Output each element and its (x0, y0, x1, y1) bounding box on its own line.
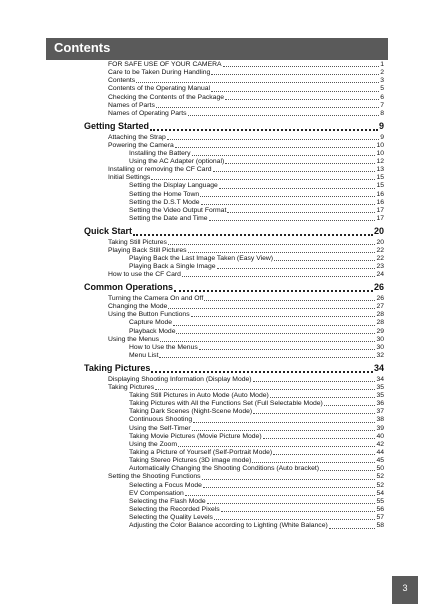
dot-leader (155, 389, 375, 390)
toc-entry-title: Taking Pictures with All the Functions Set (Full Selectable Mode) (129, 400, 323, 408)
toc-entry-page: 5 (380, 85, 384, 93)
dot-leader (173, 325, 375, 326)
toc-entry[interactable] (108, 110, 384, 118)
toc-entry[interactable] (108, 85, 384, 93)
dot-leader (174, 290, 373, 292)
toc-entry[interactable] (108, 271, 384, 279)
toc-entry-page: 58 (376, 522, 384, 530)
toc-entry-page: 55 (376, 497, 384, 505)
toc-entry-title: Playing Back a Single Image (129, 263, 216, 271)
dot-leader (213, 171, 376, 172)
toc-entry-page: 54 (376, 489, 384, 497)
toc-entry-page: 34 (376, 375, 384, 383)
toc-entry-title: Installing the Battery (129, 149, 191, 157)
page-number: 3 (402, 583, 408, 593)
toc-entry[interactable] (108, 142, 384, 150)
toc-entry-page: 38 (376, 416, 384, 424)
dot-leader (175, 147, 376, 148)
dot-leader (263, 438, 376, 439)
toc-entry-title: Selecting the Quality Levels (129, 514, 213, 522)
toc-entry[interactable] (129, 490, 384, 498)
dot-leader (182, 276, 376, 277)
toc-entry-page: 28 (376, 311, 384, 319)
dot-leader (191, 316, 376, 317)
toc-entry-page: 26 (376, 294, 384, 302)
toc-entry-title: Attaching the Strap (108, 133, 166, 141)
dot-leader (156, 107, 379, 108)
toc-entry[interactable] (108, 166, 384, 174)
toc-entry-title: Displaying Shooting Information (Display Mode) (108, 375, 252, 383)
page-number-box (392, 576, 418, 604)
toc-entry-title: Using the AC Adapter (optional) (129, 158, 225, 165)
toc-entry-title: Quick Start (84, 226, 133, 237)
toc-section-heading[interactable] (84, 226, 384, 238)
toc-entry[interactable] (129, 255, 384, 263)
toc-entry-page: 10 (376, 141, 384, 149)
toc-entry-page: 3 (380, 77, 384, 85)
toc-entry-page: 45 (376, 457, 384, 465)
toc-entry-page: 57 (376, 514, 384, 522)
toc-entry-page: 39 (376, 424, 384, 432)
toc-entry-title: Setting the Date and Time (129, 215, 208, 223)
toc-entry-page: 20 (373, 226, 384, 237)
toc-entry-page: 9 (378, 121, 384, 132)
toc-entry-page: 23 (376, 263, 384, 271)
toc-entry-page: 24 (376, 271, 384, 279)
toc-entry[interactable] (129, 319, 384, 327)
toc-entry[interactable] (129, 416, 384, 424)
toc-entry-page: 10 (376, 149, 384, 157)
toc-entry-page: 22 (376, 255, 384, 262)
toc-entry-title: Names of Operating Parts (108, 109, 187, 117)
toc-entry[interactable] (108, 174, 384, 182)
dot-leader (227, 212, 375, 213)
toc-entry-title: Contents of the Operating Manual (108, 85, 211, 93)
toc-entry[interactable] (129, 352, 384, 360)
toc-entry-page: 22 (376, 246, 384, 254)
toc-entry-title: Automatically Changing the Shooting Conditions (Auto bracket) (129, 465, 320, 473)
toc-entry-title: Setting the Video Output Format (129, 206, 227, 214)
toc-entry-title: Playback Mode (129, 327, 176, 335)
dot-leader (329, 528, 376, 529)
toc-entry-title: FOR SAFE USE OF YOUR CAMERA (108, 61, 222, 68)
toc-entry[interactable] (129, 199, 384, 207)
toc-entry-title: How to use the CF Card (108, 271, 181, 279)
dot-leader (199, 349, 376, 350)
dot-leader (178, 446, 375, 447)
toc-entry-title: Care to be Taken During Handling (108, 69, 211, 77)
toc-entry-title: Using the Self-Timer (129, 424, 191, 432)
toc-entry-title: Playing Back the Last Image Taken (Easy View) (129, 255, 274, 262)
toc-entry-page: 20 (376, 238, 384, 246)
toc-entry[interactable] (129, 441, 384, 449)
toc-entry-title: Taking Pictures (108, 383, 155, 391)
dot-leader (225, 163, 375, 164)
toc-entry-page: 2 (380, 69, 384, 77)
toc-entry-page: 37 (376, 408, 384, 416)
toc-entry-page: 9 (380, 133, 384, 141)
dot-leader (185, 495, 376, 496)
dot-leader (202, 479, 376, 480)
toc-entry[interactable] (129, 182, 384, 190)
toc-entry-title: Turning the Camera On and Off (108, 294, 204, 302)
dot-leader (151, 179, 375, 180)
dot-leader (207, 503, 376, 504)
toc-entry[interactable] (129, 191, 384, 199)
toc-entry-page: 30 (376, 343, 384, 351)
dot-leader (201, 204, 376, 205)
toc-entry[interactable] (108, 376, 384, 384)
toc-entry-page: 36 (376, 400, 384, 408)
dot-leader (168, 308, 375, 309)
dot-leader (274, 260, 375, 261)
toc-section-heading[interactable] (84, 282, 384, 294)
toc-entry-page: 50 (376, 465, 384, 473)
toc-entry-title: Initial Settings (108, 174, 151, 182)
toc-entry-title: Setting the D.S.T Mode (129, 198, 200, 206)
toc-entry-page: 35 (376, 391, 384, 399)
toc-entry-title: Getting Started (84, 121, 150, 132)
contents-banner (46, 38, 388, 60)
toc-entry[interactable] (129, 433, 384, 441)
dot-leader (203, 487, 376, 488)
toc-entry-title: Common Operations (84, 282, 174, 293)
dot-leader (168, 244, 376, 245)
dot-leader (193, 422, 375, 423)
toc-entry-title: Checking the Contents of the Package (108, 93, 224, 101)
dot-leader (211, 91, 379, 92)
toc-entry-title: Selecting the Flash Mode (129, 497, 206, 505)
toc-entry-title: Using the Button Functions (108, 311, 190, 319)
toc-entry-page: 16 (376, 198, 384, 206)
toc-entry-page: 34 (373, 363, 384, 374)
dot-leader (252, 462, 375, 463)
toc-entry[interactable] (108, 247, 384, 255)
dot-leader (160, 341, 375, 342)
toc-entry[interactable] (108, 77, 384, 85)
toc-entry-title: Menu List (129, 352, 159, 359)
toc-entry-title: Taking Dark Scenes (Night-Scene Mode) (129, 408, 253, 416)
toc-entry-page: 27 (376, 303, 384, 311)
dot-leader (209, 220, 376, 221)
toc-entry[interactable] (129, 498, 384, 506)
toc-entry-page: 8 (380, 109, 384, 117)
toc-entry-page: 40 (376, 432, 384, 440)
toc-entry[interactable] (108, 239, 384, 247)
toc-entry-page: 17 (376, 206, 384, 214)
toc-entry-title: Taking Movie Pictures (Movie Picture Mode) (129, 432, 262, 440)
dot-leader (188, 252, 376, 253)
toc-entry-title: EV Compensation (129, 489, 184, 497)
toc-entry-title: Setting the Shooting Functions (108, 473, 201, 481)
toc-entry[interactable] (129, 457, 384, 465)
dot-leader (192, 155, 376, 156)
dot-leader (188, 115, 380, 116)
dot-leader (133, 234, 373, 236)
toc-entry-page: 17 (376, 215, 384, 223)
toc-entry-title: Taking Pictures (84, 363, 151, 374)
dot-leader (204, 300, 375, 301)
toc-entry-title: Selecting the Recorded Pixels (129, 506, 220, 514)
toc-entry[interactable] (108, 303, 384, 311)
dot-leader (324, 405, 376, 406)
toc-entry-title: How to Use the Menus (129, 343, 198, 351)
toc-entry-page: 16 (376, 190, 384, 198)
toc-entry-page: 42 (376, 440, 384, 448)
toc-entry-page: 30 (376, 335, 384, 343)
toc-entry-page: 52 (376, 481, 384, 489)
dot-leader (223, 66, 380, 67)
toc-entry[interactable] (108, 384, 384, 392)
toc-entry-page: 6 (380, 93, 384, 101)
toc-entry[interactable] (108, 94, 384, 102)
dot-leader (159, 357, 375, 358)
toc-entry-page: 15 (376, 182, 384, 190)
dot-leader (253, 413, 375, 414)
dot-leader (150, 129, 378, 131)
toc-entry[interactable] (129, 522, 384, 530)
toc-entry-title: Powering the Camera (108, 141, 174, 149)
toc-entry-page: 52 (376, 473, 384, 481)
dot-leader (270, 397, 376, 398)
dot-leader (253, 381, 376, 382)
dot-leader (221, 511, 376, 512)
toc-entry[interactable] (108, 61, 384, 69)
toc-entry[interactable] (108, 134, 384, 142)
toc-entry-page: 13 (376, 166, 384, 174)
toc-entry-title: Changing the Mode (108, 303, 168, 311)
dot-leader (167, 139, 379, 140)
toc-entry-title: Taking Still Pictures in Auto Mode (Auto Mode) (129, 391, 269, 399)
dot-leader (176, 333, 375, 334)
toc-entry[interactable] (108, 336, 384, 344)
dot-leader (273, 454, 375, 455)
toc-entry[interactable] (129, 425, 384, 433)
toc-entry[interactable] (108, 311, 384, 319)
toc-entry-page: 56 (376, 506, 384, 514)
toc-entry-page: 26 (373, 282, 384, 293)
toc-entry[interactable] (129, 465, 384, 473)
toc-entry-title: Taking a Picture of Yourself (Self-Portrait Mode) (129, 449, 273, 456)
toc-entry-title: Using the Zoom (129, 440, 177, 448)
toc-entry-title: Continuous Shooting (129, 416, 193, 424)
toc-entry-title: Selecting a Focus Mode (129, 481, 202, 489)
toc-entry[interactable] (129, 449, 384, 457)
toc-entry-page: 28 (376, 319, 384, 327)
dot-leader (225, 99, 379, 100)
dot-leader (136, 82, 379, 83)
toc-entry[interactable] (108, 295, 384, 303)
toc-entry[interactable] (129, 514, 384, 522)
toc-entry[interactable] (108, 69, 384, 77)
dot-leader (200, 196, 375, 197)
toc-entry[interactable] (129, 263, 384, 271)
toc-entry-page: 29 (376, 327, 384, 335)
toc-section-heading[interactable] (84, 363, 384, 375)
dot-leader (320, 470, 375, 471)
toc-entry[interactable] (129, 150, 384, 158)
toc-entry-title: Setting the Home Town (129, 190, 200, 198)
toc-entry-title: Setting the Display Language (129, 182, 218, 190)
toc-entry-title: Playing Back Still Pictures (108, 246, 187, 254)
dot-leader (192, 430, 376, 431)
toc-entry-page: 44 (376, 449, 384, 456)
toc-entry-page: 15 (376, 174, 384, 182)
toc-entry[interactable] (129, 215, 384, 223)
toc-entry-page: 1 (380, 61, 384, 68)
toc-entry[interactable] (129, 506, 384, 514)
dot-leader (211, 74, 379, 75)
toc-entry-title: Names of Parts (108, 101, 155, 109)
toc-entry-title: Capture Mode (129, 319, 173, 327)
toc-entry[interactable] (129, 207, 384, 215)
dot-leader (151, 371, 373, 373)
toc-entry[interactable] (129, 158, 384, 166)
dot-leader (214, 519, 376, 520)
toc-entry-title: Using the Menus (108, 335, 160, 343)
toc-entry-page: 35 (376, 383, 384, 391)
toc-entry[interactable] (129, 328, 384, 336)
toc-entry-title: Installing or removing the CF Card (108, 166, 212, 174)
toc-entry[interactable] (129, 392, 384, 400)
dot-leader (217, 268, 376, 269)
toc-section-heading[interactable] (84, 121, 384, 133)
dot-leader (219, 188, 376, 189)
toc-entry-title: Taking Still Pictures (108, 238, 167, 246)
toc-entry[interactable] (129, 344, 384, 352)
toc-entry[interactable] (129, 482, 384, 490)
toc-entry-title: Contents (108, 77, 136, 85)
toc-entry-title: Adjusting the Color Balance according to Lighting (White Balance) (129, 522, 328, 530)
toc-entry-page: 12 (376, 158, 384, 165)
toc-entry[interactable] (129, 400, 384, 408)
toc-entry-page: 7 (380, 101, 384, 109)
toc-entry-page: 32 (376, 352, 384, 359)
toc-entry-title: Taking Stereo Pictures (3D image mode) (129, 457, 252, 465)
page-title: Contents (54, 40, 111, 55)
toc-entry[interactable] (129, 408, 384, 416)
toc-entry[interactable] (108, 473, 384, 481)
toc-entry[interactable] (108, 102, 384, 110)
